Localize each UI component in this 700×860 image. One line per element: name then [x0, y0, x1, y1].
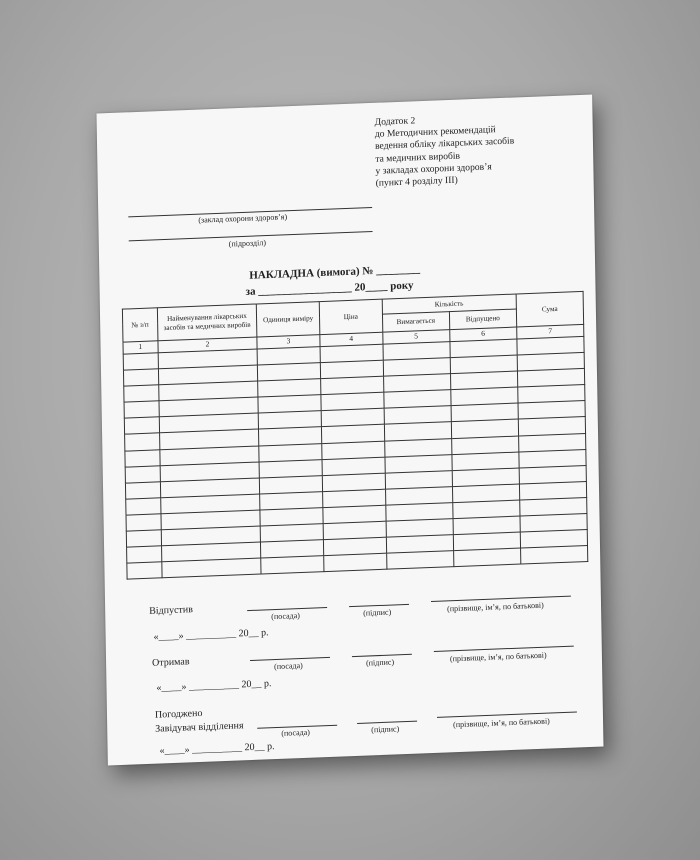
received-signature-caption: (підпис)	[365, 657, 395, 668]
head-position-caption: (посада)	[281, 727, 310, 738]
appendix-line: до Методичних рекомендацій	[374, 124, 496, 141]
head-signature-caption: (підпис)	[371, 724, 400, 735]
table-cell[interactable]	[453, 548, 520, 567]
appendix-note	[375, 109, 576, 190]
received-signature-line[interactable]	[352, 654, 412, 657]
column-number: 1	[123, 341, 158, 354]
appendix-line: ведення обліку лікарських засобів	[374, 135, 515, 153]
table-cell[interactable]	[127, 546, 162, 563]
col-header-unit: Одиниця виміру	[256, 302, 319, 337]
form-sheet	[96, 94, 603, 765]
appendix-line: та медичних виробів	[375, 150, 461, 165]
table-cell[interactable]	[126, 498, 161, 515]
table-cell[interactable]	[125, 465, 160, 482]
col-header-quantity: Кількість	[382, 294, 516, 314]
col-header-name: Найменування лікарських засобів та медичних виробів	[157, 304, 257, 341]
table-cell[interactable]	[123, 353, 158, 370]
released-signature-line[interactable]	[349, 604, 409, 607]
col-header-no: № з/п	[122, 308, 157, 342]
received-name-line[interactable]	[434, 646, 574, 652]
document-title: НАКЛАДНА (вимога) № ________	[249, 263, 421, 282]
table-cell[interactable]	[520, 546, 587, 565]
head-signature-line[interactable]	[357, 721, 417, 724]
table-cell[interactable]	[124, 417, 159, 434]
appendix-line: Додаток 2	[374, 115, 416, 128]
released-date[interactable]: «____» __________ 20__ р.	[153, 627, 269, 643]
table-cell[interactable]	[125, 433, 160, 450]
received-name-caption: (прізвище, ім’я, по батькові)	[449, 650, 547, 664]
column-number: 4	[320, 332, 383, 346]
table-cell[interactable]	[324, 553, 387, 572]
col-header-price: Ціна	[319, 299, 382, 334]
approved-label: Погоджено	[154, 707, 203, 721]
released-name-line[interactable]	[431, 596, 571, 602]
table-cell[interactable]	[126, 530, 161, 547]
column-number: 5	[382, 330, 449, 345]
received-position-caption: (посада)	[274, 660, 303, 672]
head-name-line[interactable]	[437, 711, 577, 717]
table-cell[interactable]	[124, 385, 159, 402]
institution-caption: (заклад охорони здоров’я)	[198, 212, 288, 225]
released-position-line[interactable]	[247, 607, 327, 611]
column-number: 2	[158, 337, 258, 353]
table-cell[interactable]	[161, 558, 261, 578]
table-cell[interactable]	[126, 514, 161, 531]
received-position-line[interactable]	[250, 657, 330, 661]
column-number: 3	[257, 335, 320, 349]
column-number: 7	[517, 324, 584, 339]
head-label: Завідувач відділення	[155, 720, 244, 735]
appendix-line: у закладах охорони здоров’я	[375, 161, 492, 177]
received-date[interactable]: «____» __________ 20__ р.	[156, 678, 272, 694]
released-name-caption: (прізвище, ім’я, по батькові)	[447, 600, 544, 614]
head-name-caption: (прізвище, ім’я, по батькові)	[453, 716, 550, 730]
released-position-caption: (посада)	[271, 611, 300, 622]
col-header-required: Вимагається	[382, 312, 449, 333]
table-body	[123, 324, 588, 579]
department-caption: (підрозділ)	[228, 238, 267, 249]
table-cell[interactable]	[261, 556, 324, 575]
items-table	[122, 291, 588, 580]
released-signature-caption: (підпис)	[363, 607, 392, 618]
table-cell[interactable]	[127, 562, 162, 579]
received-label: Отримав	[151, 656, 190, 669]
col-header-sum: Сума	[516, 291, 584, 327]
table-cell[interactable]	[386, 551, 453, 570]
document-date: за _________________ 20____ року	[245, 279, 414, 298]
col-header-released: Відпущено	[449, 309, 516, 330]
appendix-line: (пункт 4 розділу ІІІ)	[375, 174, 458, 189]
table-cell[interactable]	[123, 369, 158, 386]
table-cell[interactable]	[125, 482, 160, 499]
table-cell[interactable]	[124, 401, 159, 418]
column-number: 6	[449, 327, 516, 342]
table-cell[interactable]	[125, 449, 160, 466]
head-date[interactable]: «____» __________ 20__ р.	[159, 741, 275, 757]
released-label: Відпустив	[149, 604, 194, 617]
